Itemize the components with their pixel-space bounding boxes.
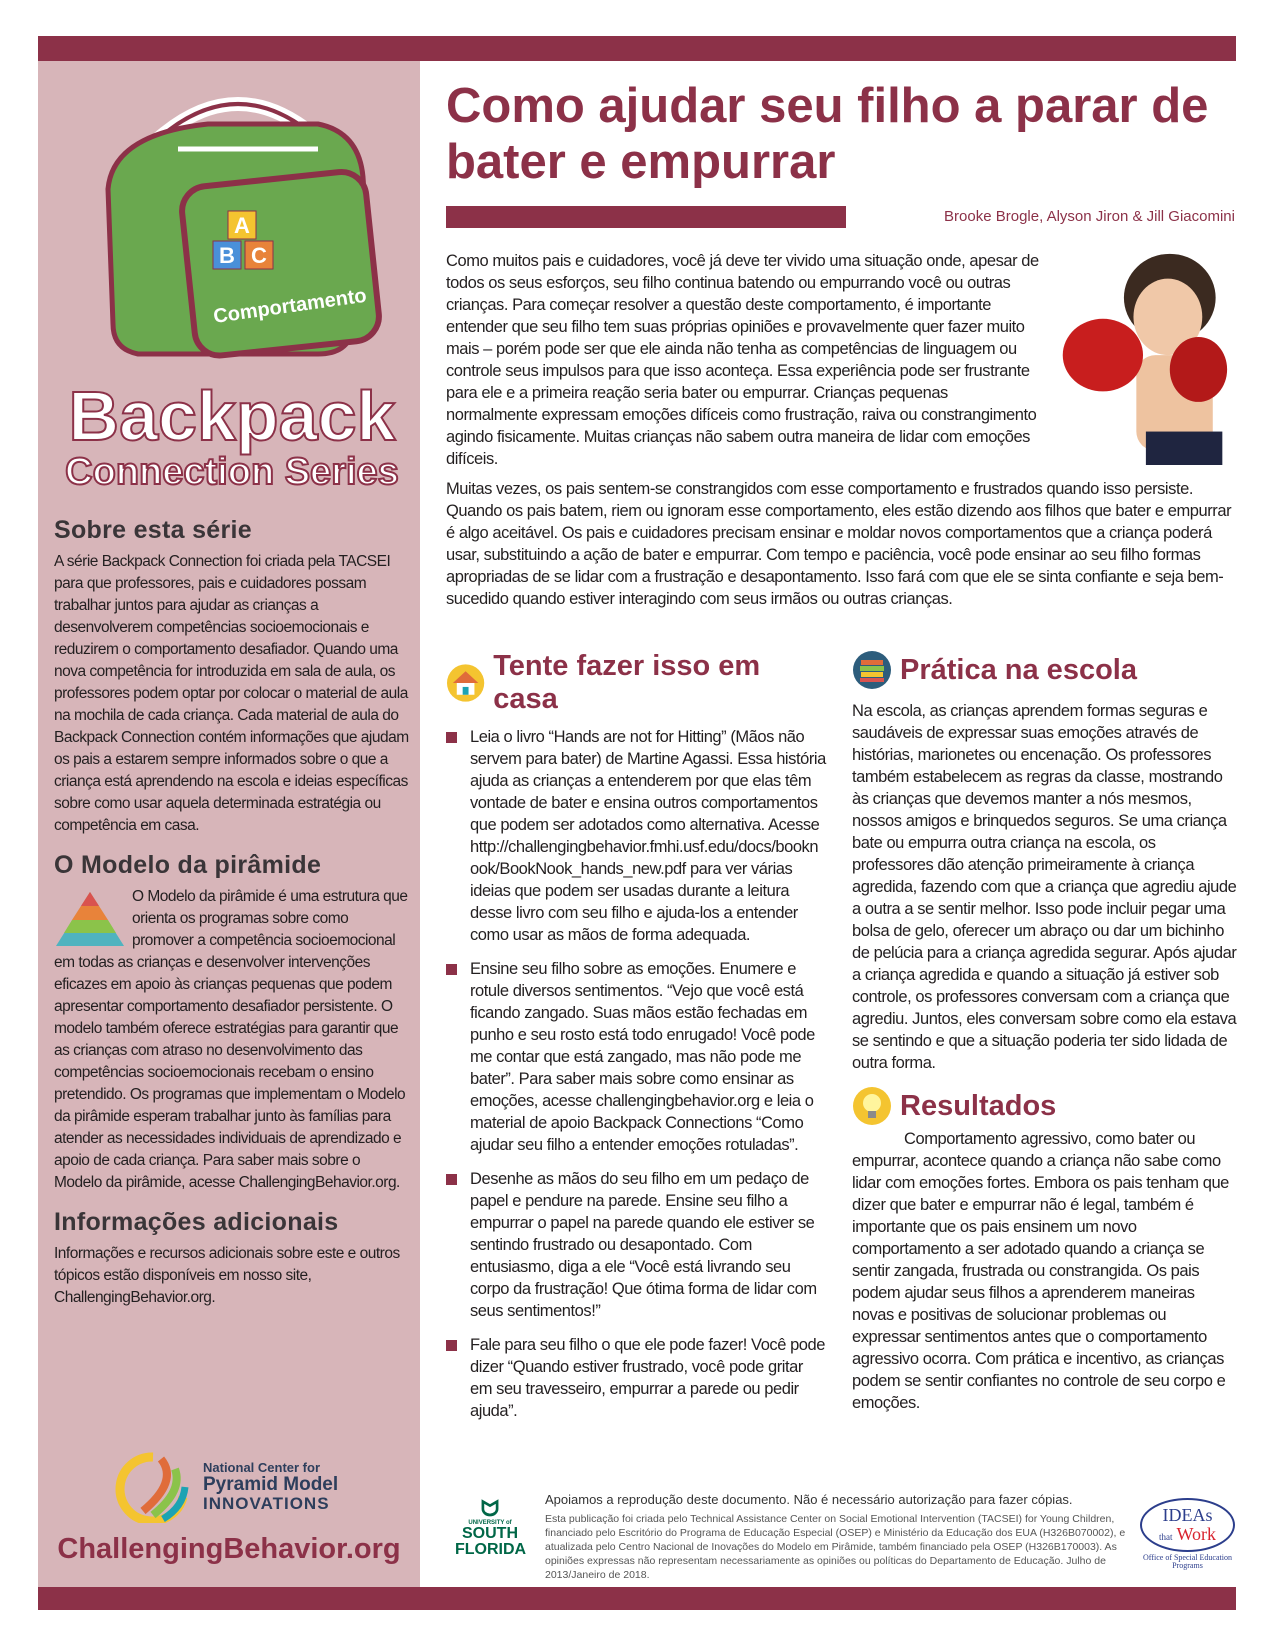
intro <box>446 250 1236 610</box>
series-title-main: Backpack <box>68 377 396 455</box>
house-icon <box>446 663 485 703</box>
pyramid-text: O Modelo da pirâmide é uma estrutura que orienta os programas sobre como promover a competência socioemocional em todas as crianças e desenvolver intervenções eficazes em apoio às crianças pequenas que podem apresentar comportamento desafiador persistente. O modelo também oferece estratégias para garantir que as crianças com atraso no desenvolvimento das competências socioemocionais recebam o ensino pretendido. Os programas que implementam o Modelo da pirâmide esperam trabalhar junto às famílias para atender as necessidades individuais de aprendizado e apoio de cada criança. Para saber mais sobre o Modelo da pirâmide, acesse ChallengingBehavior.org. <box>54 888 408 1191</box>
bottom-bar <box>38 1587 1236 1610</box>
series-title <box>52 377 412 493</box>
ncpmi-line1: National Center for <box>203 1460 321 1476</box>
ncpmi-line2: Pyramid Model <box>203 1473 339 1495</box>
block-a: A <box>234 213 250 238</box>
usf-line1: UNIVERSITY of <box>468 1520 512 1526</box>
home-heading <box>446 650 826 716</box>
backpack-icon <box>88 79 388 369</box>
ideas-text: IDEAs <box>1162 1505 1213 1525</box>
info-text: Informações e recursos adicionais sobre este e outros tópicos estão disponíveis em nosso site, ChallengingBehavior.org. <box>54 1245 400 1306</box>
home-heading-text: Tente fazer isso em casa <box>493 650 761 715</box>
school-heading <box>852 650 1237 690</box>
home-tip-3: Desenhe as mãos do seu filho em um pedaço de papel e pendure na parede. Ensine seu filho a empurrar o papel na parede quando ele estiver se sentindo frustrado ou desapontado. Com entusiasmo, diga a ele “Você está livrando seu corpo da frustração! Que ótima forma de lidar com seus sentimentos!” <box>446 1168 826 1322</box>
block-b: B <box>219 243 235 268</box>
school-heading-text: Prática na escola <box>900 653 1137 686</box>
about-text: A série Backpack Connection foi criada pela TACSEI para que professores, pais e cuidadores possam trabalhar juntos para ajudar as crianças a desenvolverem competências socioemocionais e reduzirem o comportamento desafiador. Quando uma nova competência for introduzida em sala de aula, os professores podem optar por colocar o material de aula na mochila de cada criança. Cada material de aula do Backpack Connection contém informações que ajudam os pais a estarem sempre informados sobre o que a criança está aprendendo na escola e ideias específicas sobre como usar aquela determinada estratégia ou competência em casa. <box>54 553 409 834</box>
usf-logo <box>455 1498 525 1558</box>
tip-text: para ver várias ideias que podem ser usadas durante a leitura desse livro com seu filho e ajuda-los a entender como usar as mãos de forma adequada. <box>470 860 798 944</box>
usf-line2: SOUTH <box>462 1525 518 1542</box>
results-heading <box>852 1086 1237 1126</box>
series-title-sub: Connection Series <box>65 451 399 493</box>
title-rule <box>446 206 846 228</box>
top-bar <box>38 36 1236 61</box>
home-tip-4: Fale para seu filho o que ele pode fazer! Você pode dizer “Quando estiver frustrado, você pode gritar em seu travesseiro, empurrar a parede ou pedir ajuda”. <box>446 1334 826 1422</box>
ideas-work: Work <box>1176 1524 1217 1544</box>
ncpmi-swirl-icon <box>113 1451 193 1523</box>
block-c: C <box>251 243 267 268</box>
results-text: Comportamento agressivo, como bater ou empurrar, acontece quando a criança não sabe como lidar com emoções fortes. Embora os pais tenham que dizer que bater e empurrar não é legal, também é importante que os pais ensinem um novo comportamento a ser adotado quando a criança se sentir zangada, frustrada ou constrangida. Os pais podem ajudar seus filhos a aprenderem maneiras novas e positivas de solucionar problemas ou expressar sentimentos antes que o comportamento agressivo ocorra. Com prática e incentivo, as crianças podem se sentir confiantes no controle de seu corpo e emoções. <box>852 1130 1229 1412</box>
books-icon <box>852 650 892 690</box>
sidebar <box>38 61 420 1587</box>
osep-text: Office of Special Education Programs <box>1143 1553 1232 1570</box>
byline: Brooke Brogle, Alyson Jiron & Jill Giacomini <box>944 208 1235 225</box>
site-link[interactable]: ChallengingBehavior.org <box>57 1533 401 1565</box>
lightbulb-icon <box>852 1086 892 1126</box>
pyramid-heading: O Modelo da pirâmide <box>54 851 322 879</box>
reproduction-note: Apoiamos a reprodução deste documento. Não é necessário autorização para fazer cópias. <box>545 1492 1073 1507</box>
school-section <box>852 650 1237 1414</box>
ideas-logo <box>1140 1498 1235 1570</box>
school-text: Na escola, as crianças aprendem formas seguras e saudáveis de expressar suas emoções através de histórias, marionetes ou encenação. Os professores também estabelecem as regras da classe, mostrando às crianças que devemos manter a nós mesmos, nossos amigos e brinquedos seguros. Se uma criança bate ou empurra outra criança na escola, os professores dão atenção primeiramente à criança agredida, fazendo com que a criança que agrediu ajude a outra a se sentir melhor. Isso pode incluir pegar uma bolsa de gelo, oferecer um abraço ou dar um bichinho de pelúcia para a criança agredida segurar. Após ajudar a criança agredida e quando a situação já estiver sob controle, os professores conversam com a criança que agrediu. Juntos, eles conversam sobre como ela estava se sentindo e que a situação poderia ter sido lidada de outra forma. <box>852 702 1237 1072</box>
about-heading: Sobre esta série <box>54 516 252 544</box>
pyramid-icon <box>54 890 126 952</box>
ideas-that: that <box>1158 1532 1173 1542</box>
backpack-label: Comportamento <box>211 284 368 328</box>
ncpmi-logo <box>113 1451 338 1523</box>
intro-paragraph-1: Como muitos pais e cuidadores, você já deve ter vivido uma situação onde, apesar de todos os seus esforços, seu filho continua batendo ou empurrando você ou outras crianças. Para começar resolver a questão deste comportamento, é importante entender que seu filho tem suas próprias opiniões e provavelmente quer fazer muito mais – porém pode ser que ele ainda não tenha as competências de linguagem ou controle seus impulsos para que isso aconteça. Essa experiência pode ser frustrante para ele e a primeira reação seria bater ou empurrar. Crianças pequenas normalmente expressam emoções difíceis como frustração, raiva ou constrangimento agindo fisicamente. Muitas crianças não sabem outra maneira de lidar com emoções difíceis. <box>446 252 1039 468</box>
info-heading: Informações adicionais <box>54 1208 339 1236</box>
home-tip-2: Ensine seu filho sobre as emoções. Enumere e rotule diversos sentimentos. “Vejo que você está ficando zangado. Suas mãos estão fechadas em punho e seu rosto está todo enrugado! Você pode me contar que está zangado, mas não pode me bater”. Para saber mais sobre como ensinar as emoções, acesse challengingbehavior.org e leia o material de apoio Backpack Connections “Como ajudar seu filho a entender emoções rotuladas”. <box>446 958 826 1156</box>
credits-text: Esta publicação foi criada pelo Technical Assistance Center on Social Emotional Intervention (TACSEI) for Young Children, financiado pelo Escritório do Programa de Educação Especial (OSEP) e Ministério da Educação dos EUA (H326B070002), e atualizada pelo Centro Nacional de Inovações do Modelo em Pirâmide, também financiado pela OSEP (H326B170003). As opiniões expressas não representam necessariamente as opiniões ou políticas do Departamento de Educação. Julho de 2013/Janeiro de 2018. <box>545 1513 1126 1581</box>
results-heading-text: Resultados <box>900 1089 1057 1122</box>
intro-paragraph-2: Muitas vezes, os pais sentem-se constrangidos com esse comportamento e frustrados quando isso persiste. Quando os pais batem, riem ou ignoram esse comportamento, eles estão dizendo aos filhos que bater e empurrar é algo aceitável. Os pais e cuidadores precisam ensinar e moldar novos comportamentos que a criança poderá usar, substituindo a ação de bater e empurrar. Com tempo e paciência, você pode ensinar ao seu filho formas apropriadas de se lidar com a frustração e desapontamento. Isso fará com que ele se sinta confiante e seja bem-sucedido quando estiver interagindo com seus irmãos ou outras crianças. <box>446 480 1232 608</box>
ncpmi-line3: INNOVATIONS <box>203 1493 330 1513</box>
boxing-child-photo <box>1051 250 1236 465</box>
page-title: Como ajudar seu filho a parar de bater e empurrar <box>446 79 1209 189</box>
home-tip-1 <box>446 726 826 946</box>
bull-horns-icon: ᗢ <box>480 1496 500 1521</box>
tip-text: Leia o livro “Hands are not for Hitting” (Mãos não servem para bater) de Martine Agassi. Essa história ajuda as crianças a entenderem por que elas têm vontade de bater e ensina outros comportamentos que podem ser adotados como alternativa. Acesse <box>470 728 826 834</box>
booknook-link[interactable]: http://challengingbehavior.fmhi.usf.edu/docs/booknook/BookNook_hands_new.pdf <box>470 838 819 878</box>
home-section <box>446 650 826 1434</box>
usf-line3: FLORIDA <box>455 1541 527 1558</box>
